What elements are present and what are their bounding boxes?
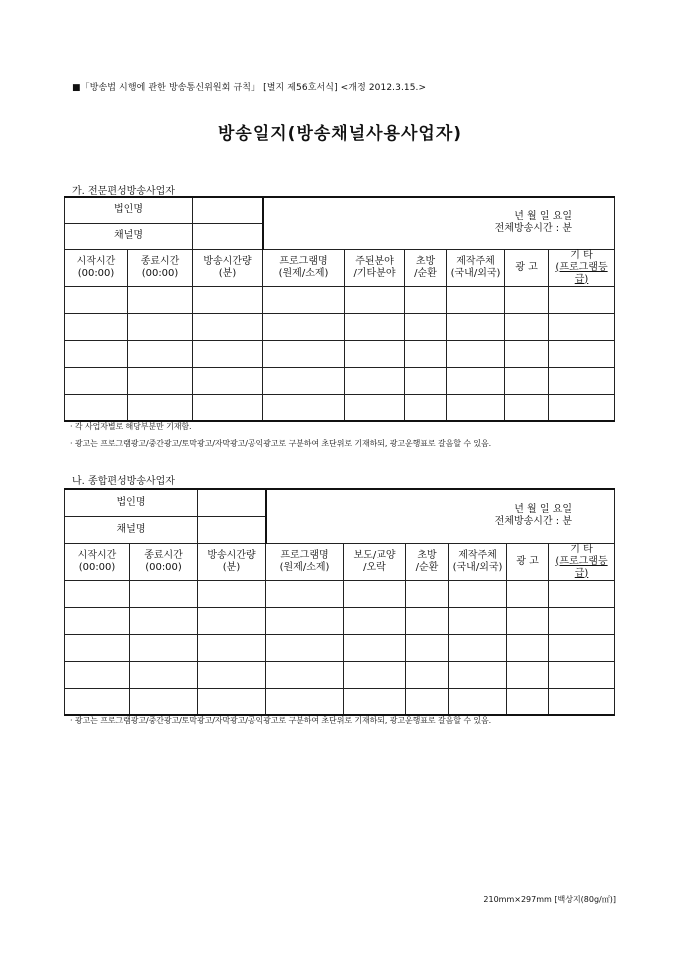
col-duration: 방송시간량 (분) — [198, 543, 266, 580]
section-a-note-1: · 각 사업자별로 해당부분만 기재함. — [70, 422, 192, 431]
table-row[interactable] — [65, 313, 615, 340]
channel-name-field[interactable] — [198, 516, 266, 543]
section-b-note-1: · 광고는 프로그램광고/중간광고/토막광고/자막광고/공익광고로 구분하여 초단위로 기재하되, 광고운행표로 갈음할 수 있음. — [70, 716, 492, 725]
col-start-time: 시작시간 (00:00) — [65, 543, 130, 580]
table-row[interactable] — [65, 607, 615, 634]
table-row[interactable] — [65, 286, 615, 313]
col-ads: 광 고 — [505, 249, 549, 286]
column-header-row — [65, 543, 615, 580]
total-time-label: 전체방송시간 : 분 — [494, 223, 573, 235]
col-producer: 제작주체 (국내/외국) — [449, 543, 507, 580]
col-program-name: 프로그램명 (원제/소제) — [266, 543, 344, 580]
section-a-heading: 가. 전문편성방송사업자 — [72, 186, 175, 197]
paper-spec-footer: 210mm×297mm [백상지(80g/㎡)] — [483, 895, 616, 904]
date-label: 년 월 일 요일 — [514, 211, 573, 223]
table-row[interactable] — [65, 688, 615, 715]
col-ads: 광 고 — [507, 543, 549, 580]
col-etc: 기 타 (프로그램등급) — [549, 543, 615, 580]
table-row[interactable] — [65, 394, 615, 421]
corp-name-label: 법인명 — [65, 197, 193, 223]
section-a-form — [64, 196, 615, 422]
corp-name-field[interactable] — [198, 489, 266, 516]
date-label: 년 월 일 요일 — [514, 504, 573, 516]
corp-name-label: 법인명 — [65, 489, 198, 516]
col-first-run: 초방 /순환 — [405, 249, 447, 286]
col-program-name: 프로그램명 (원제/소제) — [263, 249, 345, 286]
col-producer: 제작주체 (국내/외국) — [447, 249, 505, 286]
section-b-form — [64, 488, 615, 716]
col-genre: 보도/교양 /오락 — [344, 543, 406, 580]
col-duration: 방송시간량 (분) — [193, 249, 263, 286]
table-row[interactable] — [65, 661, 615, 688]
section-a-note-2: · 광고는 프로그램광고/중간광고/토막광고/자막광고/공익광고로 구분하여 초단위로 기재하되, 광고운행표로 갈음할 수 있음. — [70, 439, 492, 448]
table-row[interactable] — [65, 367, 615, 394]
table-row[interactable] — [65, 580, 615, 607]
channel-name-label: 채널명 — [65, 223, 193, 249]
channel-name-label: 채널명 — [65, 516, 198, 543]
column-header-row — [65, 249, 615, 286]
col-first-run: 초방 /순환 — [406, 543, 449, 580]
col-genre: 주된분야 /기타분야 — [345, 249, 405, 286]
col-end-time: 종료시간 (00:00) — [130, 543, 198, 580]
col-start-time: 시작시간 (00:00) — [65, 249, 128, 286]
total-time-label: 전체방송시간 : 분 — [494, 516, 573, 528]
page-title: 방송일지(방송채널사용사업자) — [217, 124, 463, 144]
regulation-header: ■「방송법 시행에 관한 방송통신위원회 규칙」 [별지 제56호서식] <개정 2012.3.15.> — [72, 83, 427, 93]
col-end-time: 종료시간 (00:00) — [128, 249, 193, 286]
corp-name-field[interactable] — [193, 197, 263, 223]
table-row[interactable] — [65, 340, 615, 367]
table-row[interactable] — [65, 634, 615, 661]
date-block[interactable] — [263, 197, 615, 249]
channel-name-field[interactable] — [193, 223, 263, 249]
section-b-heading: 나. 종합편성방송사업자 — [72, 476, 175, 487]
col-etc: 기 타 (프로그램등급) — [549, 249, 615, 286]
date-block[interactable] — [266, 489, 615, 543]
